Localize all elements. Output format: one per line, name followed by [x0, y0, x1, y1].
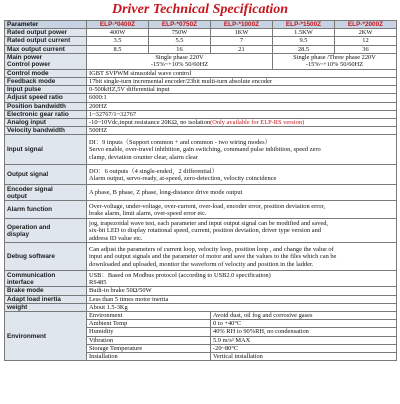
text-line: clamp, deviation counter clear, alarm clear	[89, 153, 198, 161]
cell-value: Less than 5 times motor inertia	[87, 295, 397, 303]
row-label	[5, 219, 87, 243]
table-header-row	[5, 21, 397, 29]
single-phase-range: -15%~+10% 50/60HZ	[150, 61, 209, 69]
table-row	[5, 271, 397, 287]
cell-value: 16	[149, 45, 211, 53]
table-row	[5, 135, 397, 165]
spec-table	[4, 20, 397, 361]
cell-value	[87, 243, 397, 271]
row-label	[5, 271, 87, 287]
cell-value	[273, 53, 397, 69]
cell-value	[87, 119, 397, 127]
cell-value	[87, 219, 397, 243]
text-line: USB：Based on Modbus protocol (according to USB2.0 specification)	[89, 271, 271, 279]
row-label: Velocity bandwidth	[5, 127, 87, 135]
table-row	[5, 165, 397, 185]
row-label: Input pulse	[5, 86, 87, 94]
row-label: Environment	[5, 312, 87, 361]
cell-value	[87, 165, 397, 185]
cell-value: 1.5KW	[273, 29, 335, 37]
text-line: DI：9 inputs（Support common + and common - two wiring modes）	[89, 139, 271, 147]
cell-value: 8.5	[87, 45, 149, 53]
cell-value: About 1.5-3Kg	[87, 303, 397, 311]
header-model: ELP-*1000Z	[211, 21, 273, 29]
row-label: Electronic gear ratio	[5, 110, 87, 118]
cell-value: 9.5	[273, 37, 335, 45]
cell-value: 17bit single-turn incremental encoder/23bit multi-turn absolute encoder	[87, 78, 397, 86]
cell-value: 3.5	[87, 37, 149, 45]
table-row	[5, 94, 397, 102]
text-line: Over-voltage, under-voltage, over-current, over-load, encoder error, position deviation error,	[89, 202, 326, 210]
text-line: downloaded and uploaded, monitor the waveform of velocity and position in the ladder.	[89, 260, 314, 268]
three-phase-range: -15%~+10% 50/60HZ	[305, 61, 364, 69]
row-label: weight	[5, 303, 87, 311]
row-label: Max output current	[5, 45, 87, 53]
table-row	[5, 78, 397, 86]
env-item-value: Avoid dust, oil fog and corrosive gases	[211, 312, 397, 320]
row-label: Rated output current	[5, 37, 87, 45]
row-label: Adjust speed ratio	[5, 94, 87, 102]
table-row	[5, 219, 397, 243]
cell-value: 0-500kHZ,5V differential input	[87, 86, 397, 94]
row-label: Analog input	[5, 119, 87, 127]
cell-value	[87, 271, 397, 287]
cell-value	[87, 135, 397, 165]
env-item-value: Vertical installation	[211, 353, 397, 361]
cell-value: 750W	[149, 29, 211, 37]
cell-value: 200HZ	[87, 102, 397, 110]
table-row	[5, 312, 397, 320]
env-item-name: Installation	[87, 353, 211, 361]
row-label: Debug software	[5, 243, 87, 271]
row-label: Output signal	[5, 165, 87, 185]
header-model: ELP-*2000Z	[335, 21, 397, 29]
env-item-value: 0 to +40°C	[211, 320, 397, 328]
page-title: Driver Technical Specification	[111, 2, 289, 17]
cell-value: 5.5	[149, 37, 211, 45]
table-row	[5, 45, 397, 53]
comm-label-2: interface	[7, 278, 34, 286]
text-line: Servo enable, over-travel inhibition, gain switching, command pulse inhibition, speed zero	[89, 146, 321, 154]
text-line: jog, trapezoidal wave test, each parameter and input output signal can be modified and saved,	[89, 220, 329, 228]
env-item-name: Humidity	[87, 328, 211, 336]
cell-value: 400W	[87, 29, 149, 37]
env-item-name: Environment	[87, 312, 211, 320]
cell-value: 21	[211, 45, 273, 53]
table-row	[5, 127, 397, 135]
cell-value: 6000:1	[87, 94, 397, 102]
encoder-label-1: Encoder signal	[7, 185, 53, 193]
table-row	[5, 102, 397, 110]
table-row	[5, 287, 397, 295]
cell-value: 36	[335, 45, 397, 53]
row-label: Adapt load inertia	[5, 295, 87, 303]
cell-value: 28.5	[273, 45, 335, 53]
control-power-label: Control power	[7, 61, 51, 69]
table-row	[5, 201, 397, 219]
table-row	[5, 119, 397, 127]
main-power-label: Main power	[7, 54, 43, 62]
row-label: Control mode	[5, 69, 87, 77]
text-line: Can adjust the parameters of current loop, velocity loop, position loop , and change the value of	[89, 246, 334, 254]
cell-value: A phase, B phase, Z phase, long-distance drive mode output	[87, 185, 397, 201]
text-line: brake alarm, limit alarm, over-speed error etc.	[89, 209, 207, 217]
row-label	[5, 53, 87, 69]
cell-value: 1KW	[211, 29, 273, 37]
cell-value: 12	[335, 37, 397, 45]
operation-label-1: Operation and	[7, 223, 51, 231]
single-phase-text: Single phase 220V	[155, 54, 204, 62]
env-item-name: Storage Temperature	[87, 344, 211, 352]
cell-value	[87, 53, 273, 69]
table-row	[5, 37, 397, 45]
cell-value	[87, 201, 397, 219]
table-row	[5, 110, 397, 118]
header-model: ELP-*0750Z	[149, 21, 211, 29]
header-parameter: Parameter	[5, 21, 87, 29]
encoder-label-2: output	[7, 192, 27, 200]
text-line: address ID value etc.	[89, 234, 143, 242]
table-row	[5, 243, 397, 271]
operation-label-2: display	[7, 230, 30, 238]
three-phase-text: Single phase /Three phase 220V	[293, 54, 376, 62]
comm-label-1: Communication	[7, 271, 56, 279]
row-label: Alarm function	[5, 201, 87, 219]
text-line: six-bit LED to display rotational speed, current, position deviation, driver type version and	[89, 227, 321, 235]
row-label	[5, 185, 87, 201]
cell-value: Built-in brake 50Ω/50W	[87, 287, 397, 295]
table-row	[5, 53, 397, 69]
env-item-name: Ambient Temp	[87, 320, 211, 328]
env-item-name: Vibration	[87, 336, 211, 344]
cell-value: IGBT SVPWM sinusoidal wave control	[87, 69, 397, 77]
row-label: Input signal	[5, 135, 87, 165]
row-label: Rated output power	[5, 29, 87, 37]
table-row	[5, 29, 397, 37]
table-row	[5, 69, 397, 77]
cell-value: 2KW	[335, 29, 397, 37]
header-model: ELP-*1500Z	[273, 21, 335, 29]
table-row	[5, 86, 397, 94]
table-row	[5, 295, 397, 303]
cell-value: 1~32767/1~32767	[87, 110, 397, 118]
row-label: Position bandwidth	[5, 102, 87, 110]
cell-value: 500HZ	[87, 127, 397, 135]
header-model: ELP-*0400Z	[87, 21, 149, 29]
table-row	[5, 185, 397, 201]
analog-note: (Only available for ELP-RS version)	[210, 119, 305, 127]
cell-value: 7	[211, 37, 273, 45]
row-label: Brake mode	[5, 287, 87, 295]
analog-value: -10~10Vdc,input resistance 20KΩ, no isolation	[89, 119, 211, 127]
text-line: DO：6 outputs（4 single-ended，2 differential）	[89, 167, 218, 175]
env-item-value: 40% RH to 90%RH, no condensation	[211, 328, 397, 336]
table-row	[5, 303, 397, 311]
text-line: Alarm output, servo-ready, at-speed, zero-detection, velocity coincidence	[89, 174, 277, 182]
text-line: RS485	[89, 278, 107, 286]
row-label: Feedback mode	[5, 78, 87, 86]
env-item-value: 5.9 m/s² MAX	[211, 336, 397, 344]
env-item-value: -20~80°C	[211, 344, 397, 352]
text-line: input and output signals and the parameter of motor and save the values to the files which can be	[89, 253, 337, 261]
